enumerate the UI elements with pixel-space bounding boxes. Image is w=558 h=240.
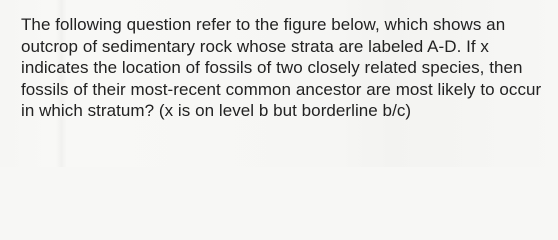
question-text: The following question refer to the figure below, which shows an outcrop of sedimentary rock whose strata are labeled A-D. If x indicates the location of fossils of two closely related species, then fossils of their most-recent common ancestor are most likely to occur in which stratum? (x is on level b but borderline b/c) [21,15,542,121]
